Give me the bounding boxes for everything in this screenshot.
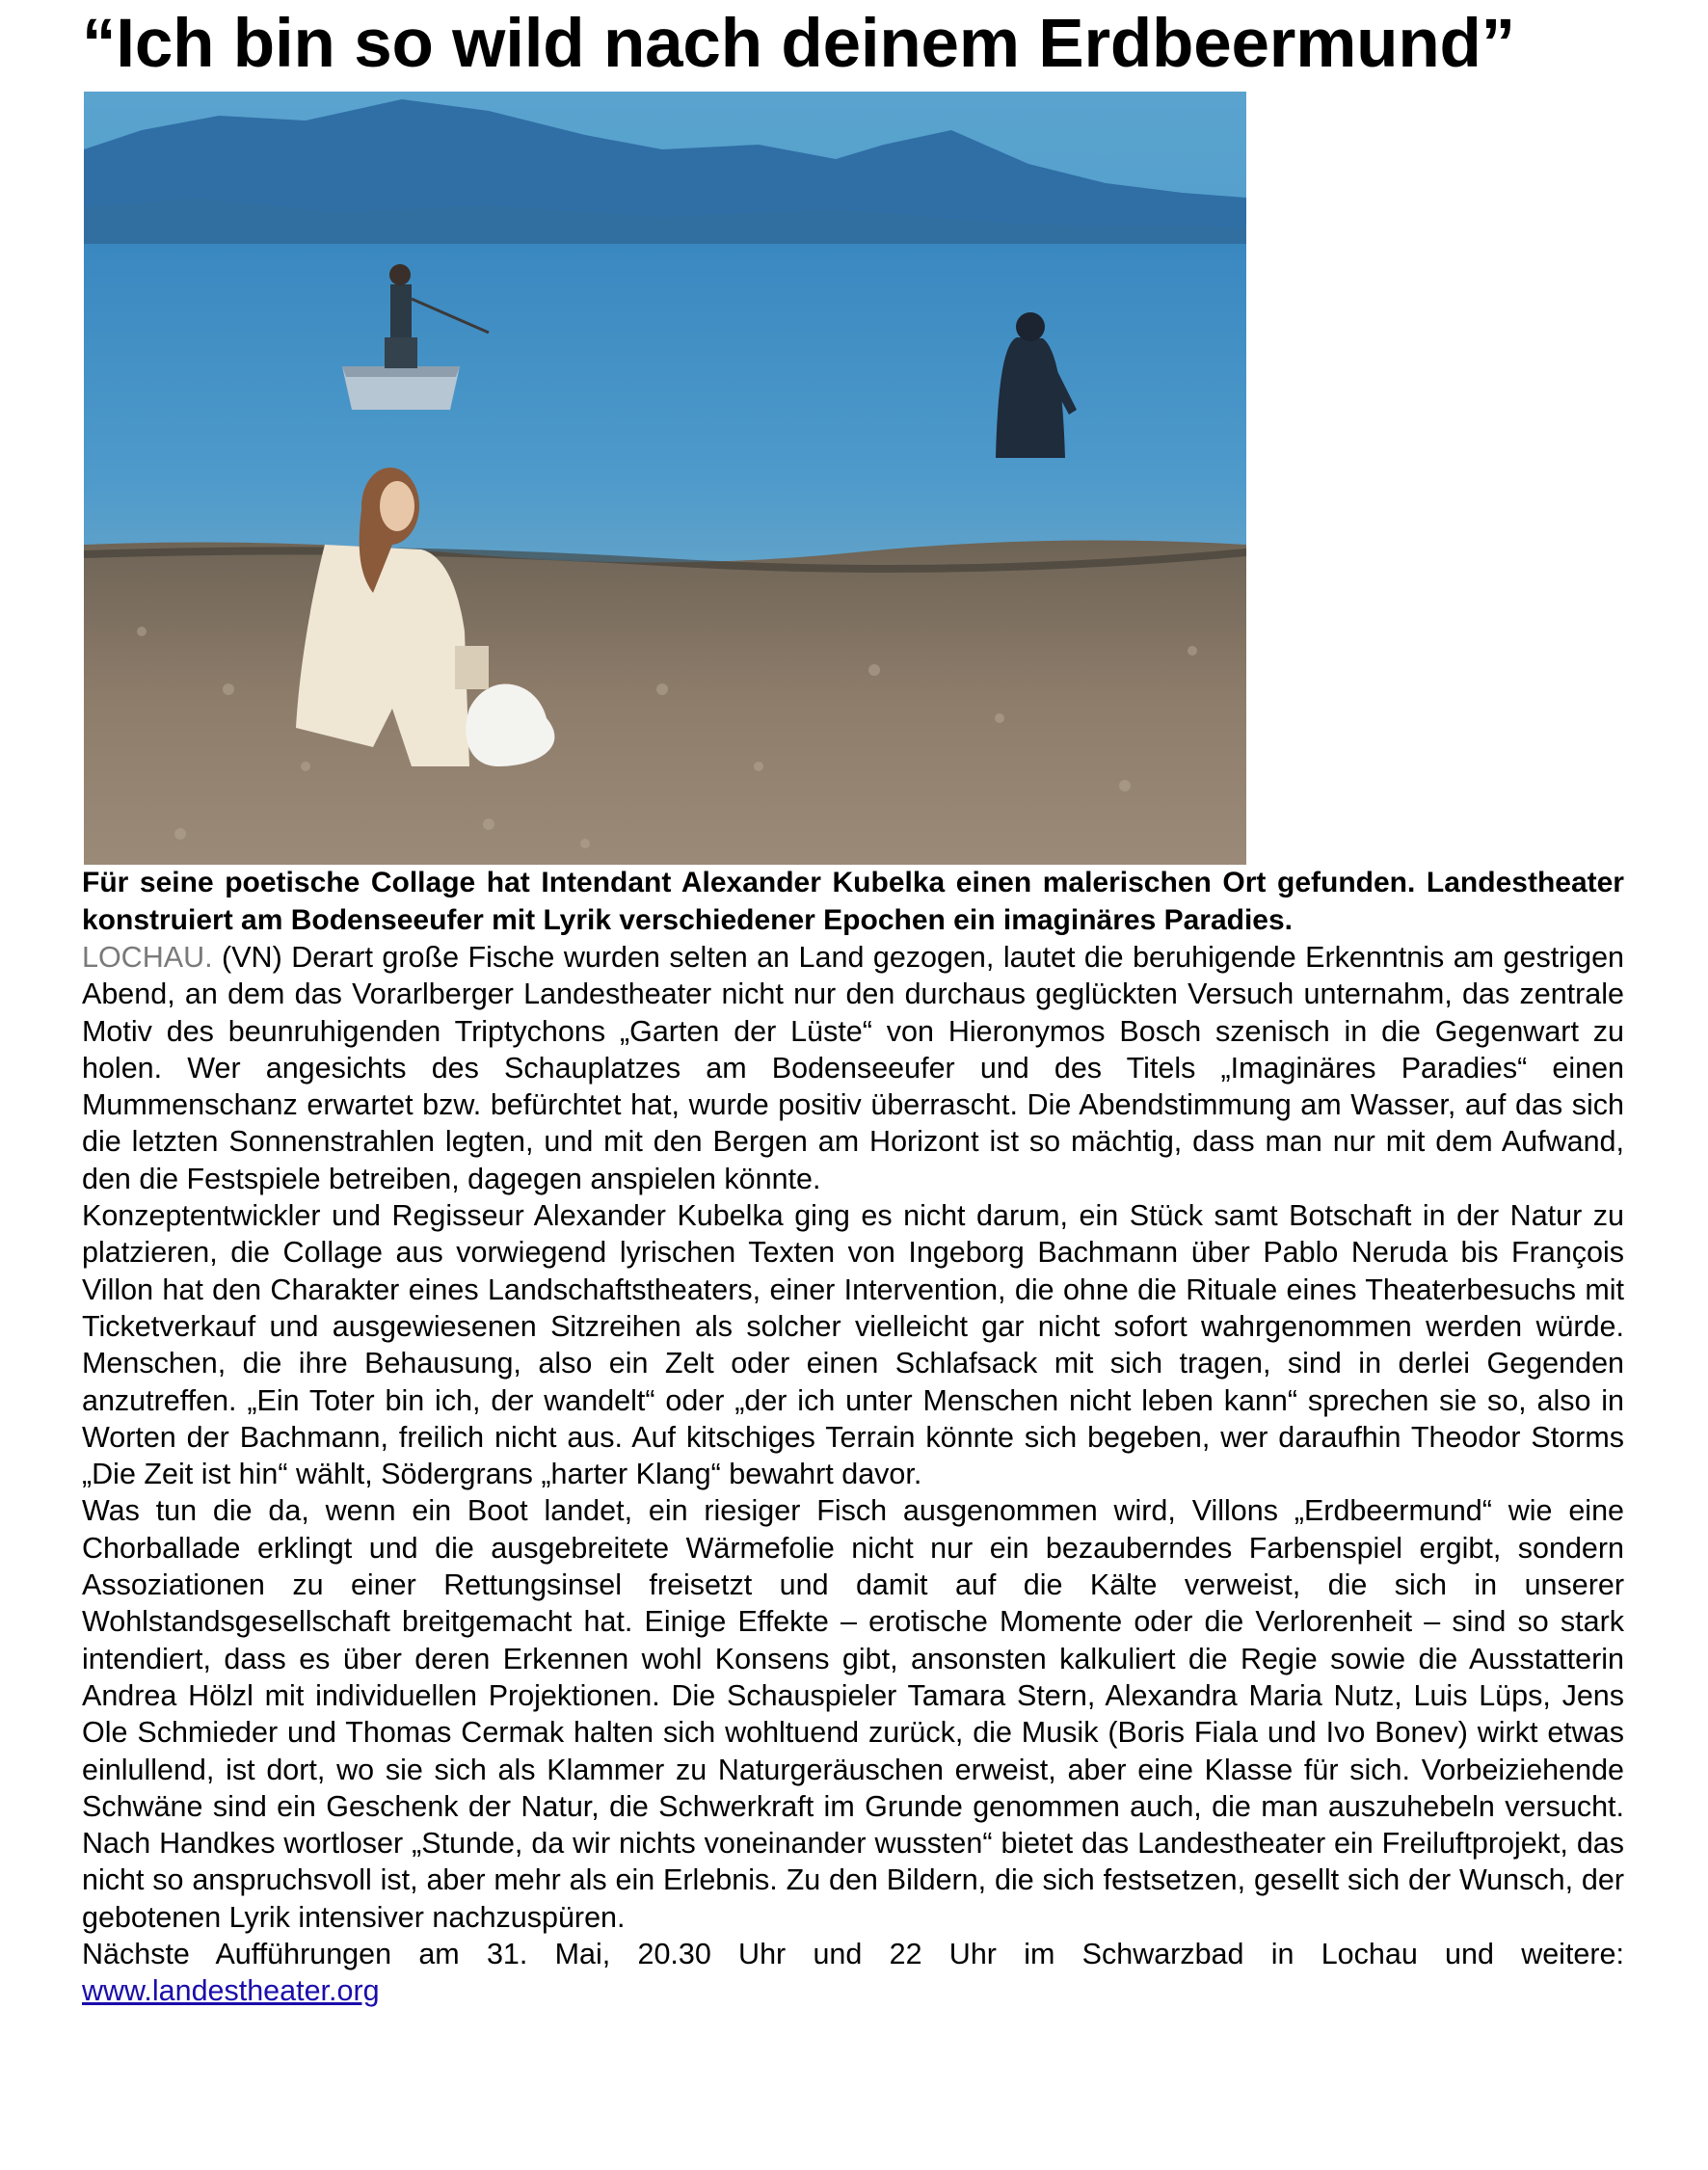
headline: “Ich bin so wild nach deinem Erdbeermund” [82, 6, 1515, 82]
paragraph-1 [82, 939, 1624, 1197]
paragraph-4-text: Nächste Aufführungen am 31. Mai, 20.30 Uhr und 22 Uhr im Schwarzbad in Lochau und weitere: [82, 1938, 1624, 1971]
paragraph-3: Was tun die da, wenn ein Boot landet, ein riesiger Fisch ausgenommen wird, Villons „Erdbeermund“ wie eine Chorballade erklingt und die ausgebreitete Wärmefolie nicht nur ein bezauberndes Farbenspiel ergibt, sondern Assoziationen zu einer Rettungsinsel freisetzt und damit auf die Kälte verweist, die sich in unserer Wohlstandsgesellschaft breitgemacht hat. Einige Effekte – erotische Momente oder die Verlorenheit – sind so stark intendiert, dass es über deren Erkennen wohl Konsens gibt, ansonsten kalkuliert die Regie sowie die Ausstatterin Andrea Hölzl mit individuellen Projektionen. Die Schauspieler Tamara Stern, Alexandra Maria Nutz, Luis Lüps, Jens Ole Schmieder und Thomas Cermak halten sich wohltuend zurück, die Musik (Boris Fiala und Ivo Bonev) wirkt etwas einlullend, ist dort, wo sie sich als Klammer zu Naturgeräuschen erweist, aber eine Klasse für sich. Vorbeiziehende Schwäne sind ein Geschenk der Natur, die Schwerkraft im Grunde genommen auch, die man auszuhebeln versucht. Nach Handkes wortloser „Stunde, da wir nichts voneinander wussten“ bietet das Landestheater ein Freiluftprojekt, das nicht so anspruchsvoll ist, aber mehr als ein Erlebnis. Zu den Bildern, die sich festsetzen, gesellt sich der Wunsch, der gebotenen Lyrik intensiver nachzuspüren. [82, 1494, 1624, 1934]
dateline: LOCHAU. [82, 941, 213, 974]
shore [84, 541, 1246, 866]
paragraph-1-body: (VN) Derart große Fische wurden selten an Land gezogen, lautet die beruhigende Erkenntnis am gestrigen Abend, an dem das Vorarlberger Landestheater nicht nur den durchaus geglückten Versuch unternahm, das zentrale Motiv des beunruhigenden Triptychons „Garten der Lüste“ von Hieronymos Bosch szenisch in die Gegenwart zu holen. Wer angesichts des Schauplatzes am Bodenseeufer und des Titels „Imaginäres Paradies“ einen Mummenschanz erwartet bzw. befürchtet hat, wurde positiv überrascht. Die Abendstimmung am Wasser, auf das sich die letzten Sonnenstrahlen legten, und mit den Bergen am Horizont ist so mächtig, dass man nur mit dem Aufwand, den die Festspiele betreiben, dagegen anspielen könnte. [82, 941, 1624, 1195]
website-link[interactable]: www.landestheater.org [82, 1974, 380, 2008]
article-text [82, 864, 1624, 2010]
article-photo [84, 92, 1246, 865]
lead-paragraph: Für seine poetische Collage hat Intendant Alexander Kubelka einen malerischen Ort gefunden. Landestheater konstruiert am Bodenseeufer mit Lyrik verschiedener Epochen ein imaginäres Paradies. [82, 867, 1624, 936]
paragraph-2: Konzeptentwickler und Regisseur Alexander Kubelka ging es nicht darum, ein Stück samt Botschaft in der Natur zu platzieren, die Collage aus vorwiegend lyrischen Texten von Ingeborg Bachmann über Pablo Neruda bis François Villon hat den Charakter eines Landschaftstheaters, einer Intervention, die ohne die Rituale eines Theaterbesuchs mit Ticketverkauf und ausgewiesenen Sitzreihen als solcher vielleicht gar nicht sofort wahrgenommen werden würde. Menschen, die ihre Behausung, also ein Zelt oder einen Schlafsack mit sich tragen, sind in derlei Gegenden anzutreffen. „Ein Toter bin ich, der wandelt“ oder „der ich unter Menschen nicht leben kann“ sprechen sie so, also in Worten der Bachmann, freilich nicht aus. Auf kitschiges Terrain könnte sich begeben, wer daraufhin Theodor Storms „Die Zeit ist hin“ wählt, Södergrans „harter Klang“ bewahrt davor. [82, 1199, 1624, 1491]
paragraph-4 [82, 1936, 1624, 2010]
